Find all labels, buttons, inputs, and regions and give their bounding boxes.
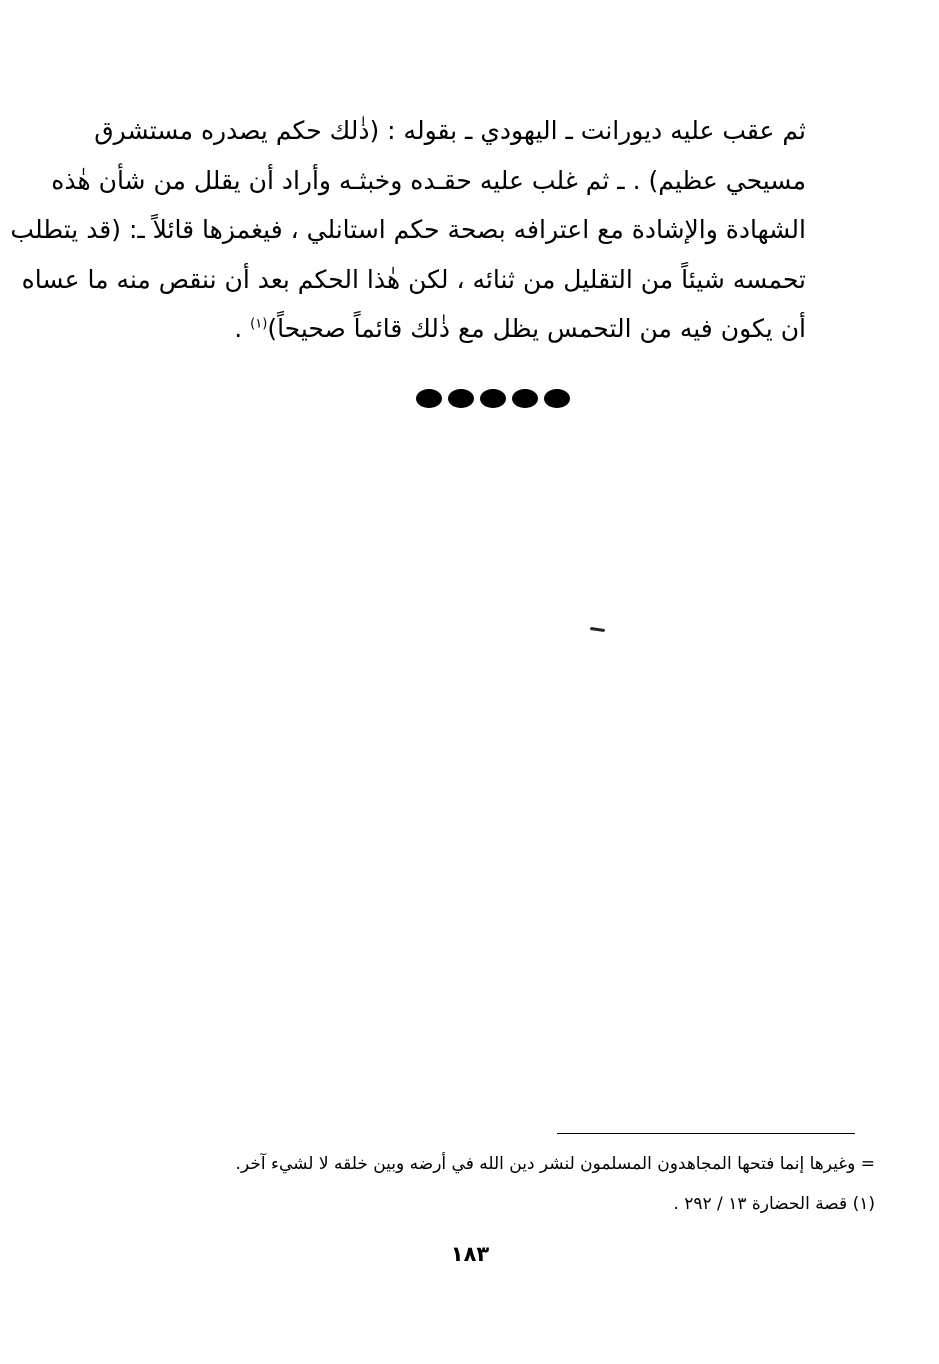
body-line-4: تحمسه شيئاً من التقليل من ثنائه ، لكن هٰذا الحكم بعد أن ننقص منه ما عساه: [21, 264, 806, 294]
separator-dot: [480, 389, 506, 408]
footnotes: [150, 1144, 875, 1224]
main-text: [10, 106, 806, 354]
body-line-1: ثم عقب عليه ديورانت ـ اليهودي ـ بقوله : (ذٰلك حكم يصدره مستشرق: [94, 116, 806, 145]
body-line-5-text: أن يكون فيه من التحمس يظل مع ذٰلك قائماً صحيحاً): [267, 314, 806, 343]
separator-dot: [416, 389, 442, 408]
footnote-divider: [557, 1133, 855, 1134]
body-line-2: مسيحي عظيم) . ـ ثم غلب عليه حقـده وخبثـه وأراد أن يقلل من شأن هٰذه: [51, 165, 806, 195]
separator-dot: [512, 389, 538, 408]
separator-dot: [448, 389, 474, 408]
body-line-3: الشهادة والإشادة مع اعترافه بصحة حكم استانلي ، فيغمزها قائلاً ـ: (قد يتطلب: [10, 215, 806, 244]
stray-scan-mark: [590, 627, 605, 632]
footnote-1: (١) قصة الحضارة ١٣ / ٢٩٢ .: [673, 1194, 875, 1214]
separator-dot: [544, 389, 570, 408]
page-number: ١٨٣: [450, 1242, 490, 1266]
footnote-reference: (١): [250, 316, 268, 332]
body-line-5: [128, 304, 806, 354]
section-separator: [416, 389, 570, 408]
end-punctuation: .: [234, 314, 251, 343]
footnote-continued: = وغيرها إنما فتحها المجاهدون المسلمون لنشر دين الله في أرضه وبين خلقه لا لشيء آخر.: [235, 1154, 875, 1174]
